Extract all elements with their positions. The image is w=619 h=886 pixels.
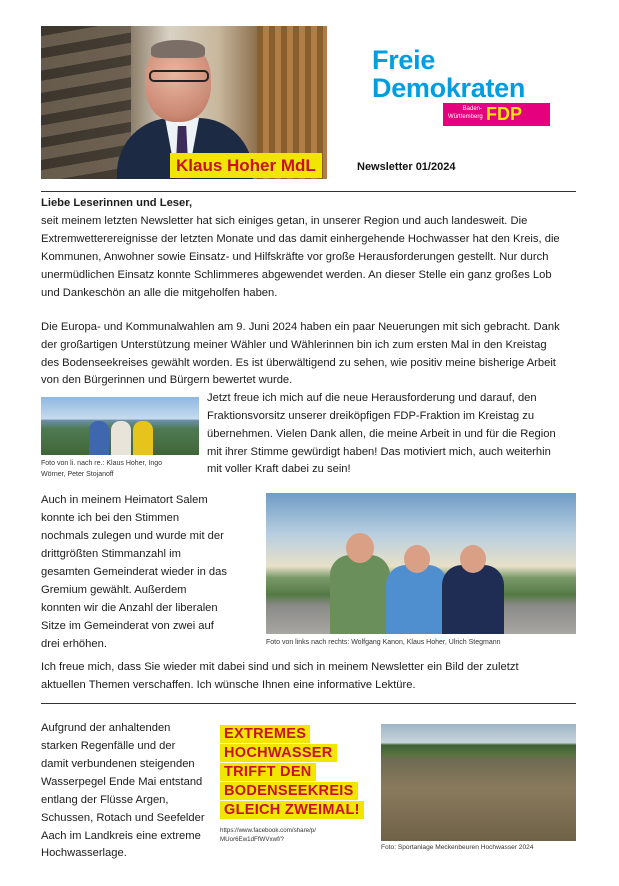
elections-side-line: mit ihrer Stimme gewürdigt haben! Das motiviert mich, auch weiterhin: [207, 446, 551, 458]
intro-line: seit meinem letzten Newsletter hat sich einiges getan, in unserer Region und auch landesweit. Die: [41, 215, 528, 227]
headline-line: TRIFFT DEN: [220, 763, 316, 781]
salem-line: drei erhöhen.: [41, 638, 107, 650]
logo-text-demokraten: Demokraten: [372, 73, 526, 103]
newsletter-number: Newsletter 01/2024: [357, 161, 456, 173]
elections-side-line: mit voller Kraft dabei zu sein!: [207, 463, 351, 475]
logo-region-line1: Baden-: [462, 106, 482, 112]
logo-fdp: FDP: [486, 104, 522, 124]
closing-line: aktuellen Themen verschaffen. Ich wünsche Ihnen eine informative Lektüre.: [41, 679, 416, 691]
salem-line: Sitze im Gemeinderat von zwei auf: [41, 620, 214, 632]
salem-line: Gremium gewählt. Außerdem: [41, 584, 187, 596]
salem-line: drittgrößten Stimmanzahl im: [41, 548, 181, 560]
flood-photo: [381, 724, 576, 841]
photo-caption: Foto: Sportanlage Meckenbeuren Hochwasser 2024: [381, 844, 534, 851]
flood-line: Wasserpegel Ende Mai entstand: [41, 776, 203, 788]
intro-line: Extremwetterereignisse der letzten Monate und das damit einhergehende Hochwasser hat den Kreis, die: [41, 233, 560, 245]
photo-caption: Wörner, Peter Stojanoff: [41, 471, 114, 478]
kreistag-photo: [41, 397, 199, 455]
headline-line: GLEICH ZWEIMAL!: [220, 801, 364, 819]
flood-line: Schussen, Rotach und Seefelder: [41, 812, 205, 824]
logo-region-line2: Württemberg: [448, 114, 483, 120]
gemeinderat-photo: [266, 493, 576, 634]
elections-side-line: übernehmen. Vielen Dank allen, die meine Arbeit in und für die Region: [207, 428, 556, 440]
link-line: MUor6Ew1dFfWVxwf/?: [220, 836, 284, 843]
salem-line: konnten wir die Anzahl der liberalen: [41, 602, 218, 614]
headline-line: HOCHWASSER: [220, 744, 337, 762]
flood-line: Aufgrund der anhaltenden: [41, 722, 171, 734]
flood-line: Aach im Landkreis eine extreme: [41, 830, 201, 842]
elections-line: Die Europa- und Kommunalwahlen am 9. Juni 2024 haben ein paar Neuerungen mit sich gebracht. Dank: [41, 321, 560, 333]
flood-line: entlang der Flüsse Argen,: [41, 794, 169, 806]
headline-line: BODENSEEKREIS: [220, 782, 358, 800]
divider: [41, 703, 576, 704]
salem-line: nochmals zulegen und wurde mit der: [41, 530, 224, 542]
headline-line: EXTREMES: [220, 725, 310, 743]
elections-side-line: Fraktionsvorsitz unserer dreiköpfigen FDP-Fraktion im Kreistag zu: [207, 410, 535, 422]
salem-line: Auch in meinem Heimatort Salem: [41, 494, 208, 506]
logo-region: [448, 105, 482, 121]
elections-line: der großartigen Unterstützung meiner Wähler und Wählerinnen bin ich zum ersten Mal in den Kreistag: [41, 339, 547, 351]
salem-line: konnte ich bei den Stimmen: [41, 512, 180, 524]
divider: [41, 191, 576, 192]
flood-line: Hochwasserlage.: [41, 847, 127, 859]
elections-line: des Bodenseekreises gewählt worden. Es ist überwältigend zu sehen, wie positiv meine bisherige Arbeit: [41, 357, 556, 369]
elections-side-line: Jetzt freue ich mich auf die neue Herausforderung und darauf, den: [207, 392, 537, 404]
flood-headline: [220, 725, 372, 821]
photo-caption: Foto von links nach rechts: Wolfgang Kanon, Klaus Hoher, Ulrich Stegmann: [266, 639, 501, 646]
link-line: https://www.facebook.com/share/p/: [220, 827, 316, 834]
intro-line: Kommunen, Anwohner sowie Einsatz- und Hilfskräfte vor große Herausforderungen gestellt. Nur durch: [41, 251, 549, 263]
flood-line: damit verbundenen steigenden: [41, 758, 195, 770]
name-tag: Klaus Hoher MdL: [170, 153, 322, 178]
intro-line: und Dankeschön an alle die mitgeholfen haben.: [41, 287, 278, 299]
intro-line: unermüdlichen Einsatz konnte Schlimmeres abgewendet werden. An dieser Stelle ein ganz großes Lob: [41, 269, 552, 281]
flood-line: starken Regenfälle und der: [41, 740, 176, 752]
photo-caption: Foto von li. nach re.: Klaus Hoher, Ingo: [41, 460, 163, 467]
closing-line: Ich freue mich, dass Sie wieder mit dabei sind und sich in meinem Newsletter ein Bild der zuletzt: [41, 661, 519, 673]
facebook-link[interactable]: [220, 826, 316, 844]
greeting: Liebe Leserinnen und Leser,: [41, 197, 193, 209]
salem-line: gesamten Gemeinderat wieder in das: [41, 566, 227, 578]
logo-text-freie: Freie: [372, 45, 436, 75]
elections-line: von den Bürgerinnen und Bürgern bewertet wurde.: [41, 374, 293, 386]
